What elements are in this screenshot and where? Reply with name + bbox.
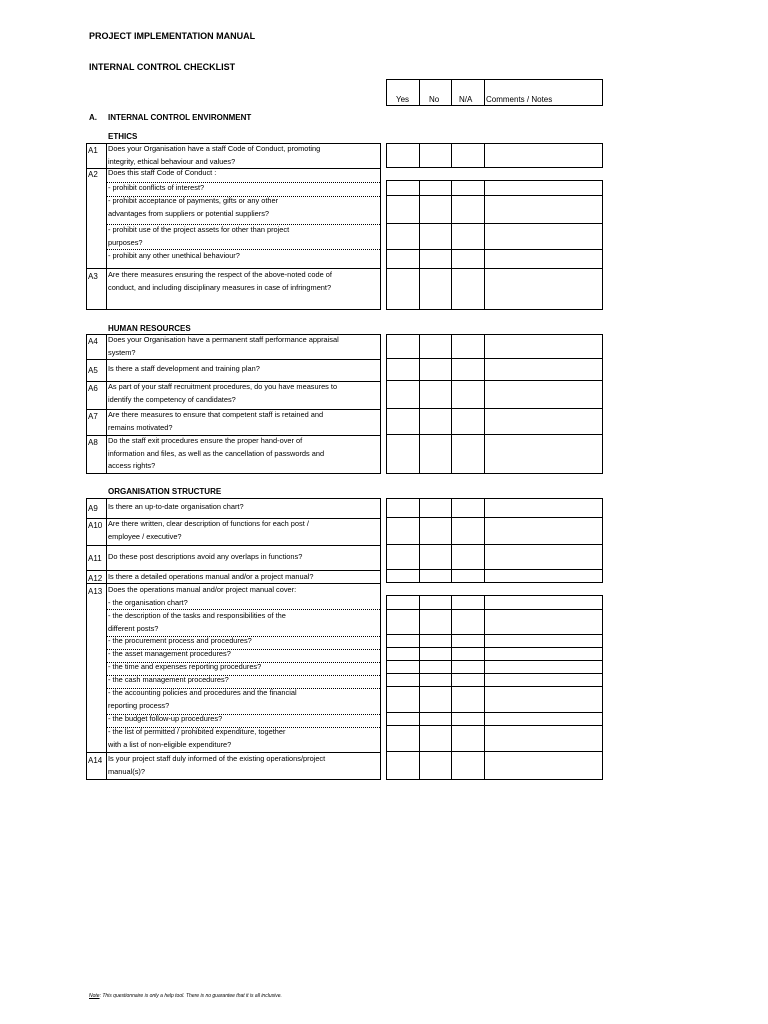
question-text: Is there an up-to-date organisation chart? [108, 502, 244, 511]
question-subitem: - the description of the tasks and responsibilities of the different posts? [108, 611, 286, 633]
section-title: INTERNAL CONTROL ENVIRONMENT [108, 113, 252, 122]
answer-row-a13-accounting[interactable] [386, 686, 603, 713]
question-text: Do the staff exit procedures ensure the proper hand-over of information and files, as well as the cancellation of passwords and access rights? [108, 436, 325, 470]
answer-row-a9[interactable] [386, 498, 603, 518]
question-subitem: - the cash management procedures? [108, 675, 229, 684]
question-code: A5 [88, 366, 98, 375]
answer-row-a13-time[interactable] [386, 660, 603, 674]
question-code: A14 [88, 756, 103, 765]
column-yes-label: Yes [396, 95, 410, 104]
answer-row-a5[interactable] [386, 358, 603, 381]
question-subitem: - prohibit use of the project assets for other than project purposes? [108, 225, 290, 247]
question-text: Are there measures to ensure that competent staff is retained and remains motivated? [108, 410, 324, 432]
answer-row-a2-gifts[interactable] [386, 195, 603, 224]
subheading-human-resources: HUMAN RESOURCES [108, 324, 191, 333]
question-subitem: - the procurement process and procedures? [108, 636, 252, 645]
question-text: Is your project staff duly informed of the existing operations/project manual(s)? [108, 754, 326, 776]
question-code: A8 [88, 438, 98, 447]
answer-row-a11[interactable] [386, 544, 603, 570]
answer-row-a2-assets[interactable] [386, 223, 603, 250]
question-code: A12 [88, 574, 103, 583]
column-na-label: N/A [459, 95, 473, 104]
footer-note-text: : This questionnaire is only a help tool. There is no guarantee that it is all inclusive. [99, 993, 282, 999]
question-text: Does the operations manual and/or project manual cover: [108, 585, 297, 594]
question-code: A1 [88, 146, 98, 155]
question-code: A7 [88, 412, 98, 421]
question-subitem: - prohibit acceptance of payments, gifts or any other advantages from suppliers or potential suppliers? [108, 196, 279, 218]
answer-row-a13-assets[interactable] [386, 647, 603, 661]
question-code: A13 [88, 587, 103, 596]
question-text: Does your Organisation have a staff Code of Conduct, promoting integrity, ethical behaviour and values? [108, 144, 321, 166]
answer-row-a8[interactable] [386, 434, 603, 474]
answer-row-a6[interactable] [386, 380, 603, 409]
column-no-label: No [429, 95, 440, 104]
subheading-organisation-structure: ORGANISATION STRUCTURE [108, 487, 222, 496]
question-subitem: - prohibit conflicts of interest? [108, 183, 205, 192]
answer-row-a4[interactable] [386, 334, 603, 359]
question-code: A10 [88, 521, 103, 530]
question-code: A3 [88, 272, 98, 281]
answer-row-a13-procurement[interactable] [386, 634, 603, 648]
question-subitem: - the accounting policies and procedures and the financial reporting process? [108, 688, 297, 710]
answer-row-a13-expenditure[interactable] [386, 725, 603, 752]
question-subitem: - the time and expenses reporting procedures? [108, 662, 262, 671]
question-code: A4 [88, 337, 98, 346]
question-subitem: - the budget follow-up procedures? [108, 714, 223, 723]
answer-row-a2-unethical[interactable] [386, 249, 603, 269]
question-code: A2 [88, 170, 98, 179]
answer-row-a3[interactable] [386, 268, 603, 310]
question-text: Are there measures ensuring the respect of the above-noted code of conduct, and including disciplinary measures in case of infringment? [108, 270, 332, 292]
answer-row-a12[interactable] [386, 569, 603, 583]
question-text: As part of your staff recruitment procedures, do you have measures to identify the competency of candidates? [108, 382, 338, 404]
document-title: PROJECT IMPLEMENTATION MANUAL [89, 31, 256, 41]
question-text: Is there a detailed operations manual and/or a project manual? [108, 572, 314, 581]
answer-row-a14[interactable] [386, 751, 603, 780]
question-code: A9 [88, 504, 98, 513]
answer-row-a10[interactable] [386, 517, 603, 545]
subheading-ethics: ETHICS [108, 132, 138, 141]
answer-row-a13-cash[interactable] [386, 673, 603, 687]
question-text: Do these post descriptions avoid any overlaps in functions? [108, 552, 303, 561]
answer-row-a1[interactable] [386, 143, 603, 168]
answer-row-a2-conflicts[interactable] [386, 180, 603, 196]
column-comments-label: Comments / Notes [486, 95, 553, 104]
footer-note-label: Note [89, 993, 100, 999]
question-subitem: - the list of permitted / prohibited expenditure, together with a list of non-eligible expenditure? [108, 727, 286, 749]
answer-row-a13-budget[interactable] [386, 712, 603, 726]
question-text: Does this staff Code of Conduct : [108, 168, 217, 177]
question-text: Are there written, clear description of functions for each post / employee / executive? [108, 519, 309, 541]
question-subitem: - the asset management procedures? [108, 649, 231, 658]
document-subtitle: INTERNAL CONTROL CHECKLIST [89, 62, 236, 72]
question-text: Is there a staff development and training plan? [108, 364, 260, 373]
question-text: Does your Organisation have a permanent staff performance appraisal system? [108, 335, 339, 357]
answer-row-a13-org-chart[interactable] [386, 595, 603, 610]
answer-row-a7[interactable] [386, 408, 603, 435]
footer-note [89, 993, 282, 999]
question-code: A11 [88, 554, 102, 563]
question-subitem: - the organisation chart? [108, 598, 188, 607]
question-code: A6 [88, 384, 98, 393]
answer-row-a13-tasks[interactable] [386, 609, 603, 635]
question-subitem: - prohibit any other unethical behaviour? [108, 251, 240, 260]
section-letter: A. [89, 113, 97, 122]
